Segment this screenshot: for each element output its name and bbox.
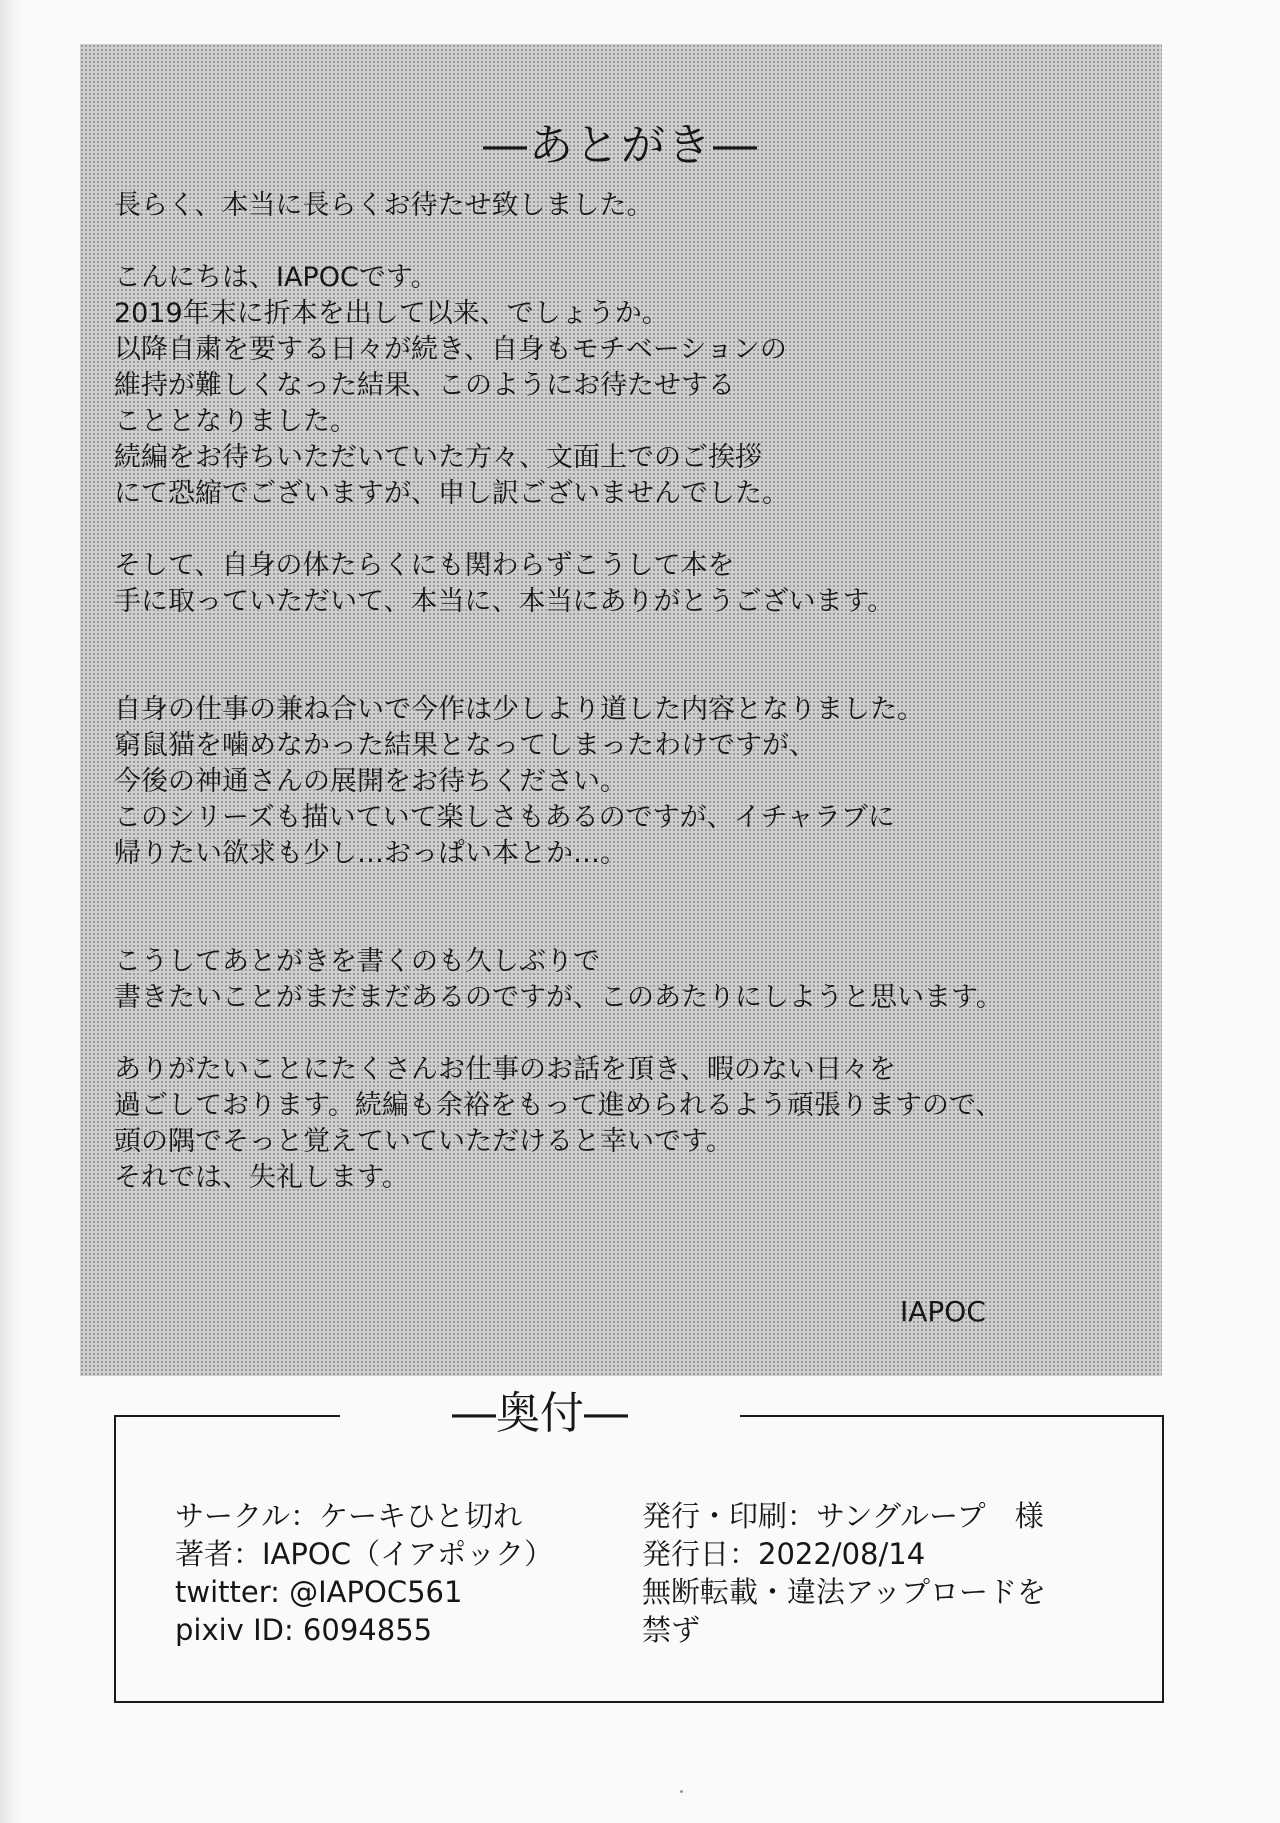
- afterword-line: 続編をお待ちいただいていた方々、文面上でのご挨拶: [114, 442, 762, 473]
- afterword-line: ありがたいことにたくさんお仕事のお話を頂き、暇のない日々を: [114, 1054, 896, 1085]
- afterword-line: 自身の仕事の兼ね合いで今作は少しより道した内容となりました。: [114, 694, 924, 725]
- afterword-body: [114, 188, 1134, 1196]
- afterword-line: 書きたいことがまだまだあるのですが、このあたりにしようと思います。: [114, 982, 1003, 1013]
- afterword-line: このシリーズも描いていて楽しさもあるのですが、イチャラブに: [114, 802, 895, 833]
- afterword-line: 2019年末に折本を出して以来、でしょうか。: [114, 298, 669, 329]
- afterword-line: 過ごしております。続編も余裕をもって進められるよう頑張りますので、: [114, 1090, 1003, 1121]
- colophon-title: ―奥付―: [340, 1382, 740, 1446]
- scan-speck: [680, 1790, 683, 1793]
- afterword-title: ―あとがき―: [483, 120, 759, 171]
- afterword-line: にて恐縮でございますが、申し訳ございませんでした。: [114, 478, 789, 509]
- afterword-line: 帰りたい欲求も少し…おっぱい本とか…。: [114, 838, 627, 869]
- afterword-line: 手に取っていただいて、本当に、本当にありがとうございます。: [114, 586, 895, 617]
- colophon-right-column: [642, 1497, 1046, 1649]
- afterword-line: 頭の隅でそっと覚えていていただけると幸いです。: [114, 1126, 733, 1157]
- afterword-line: そして、自身の体たらくにも関わらずこうして本を: [114, 550, 735, 581]
- colophon-author: 著者：IAPOC（イアポック）: [175, 1537, 554, 1571]
- afterword-line: こうしてあとがきを書くのも久しぶりで: [114, 946, 600, 977]
- page-binding-edge: [0, 0, 26, 1823]
- afterword-line: 今後の神通さんの展開をお待ちください。: [114, 766, 627, 797]
- afterword-line: こんにちは、IAPOCです。: [114, 262, 438, 293]
- colophon-twitter: twitter: @IAPOC561: [175, 1575, 463, 1609]
- afterword-line: それでは、失礼します。: [114, 1162, 409, 1193]
- afterword-line: 窮鼠猫を噛めなかった結果となってしまったわけですが、: [114, 730, 816, 761]
- colophon-date: 発行日：2022/08/14: [642, 1537, 926, 1571]
- colophon-circle: サークル：ケーキひと切れ: [175, 1499, 523, 1533]
- colophon-left-column: [175, 1497, 553, 1649]
- colophon-notice-cont: 禁ず: [642, 1613, 701, 1647]
- afterword-signature: IAPOC: [900, 1295, 986, 1328]
- afterword-line: こととなりました。: [114, 406, 357, 437]
- colophon-printer: 発行・印刷：サングループ 様: [642, 1499, 1044, 1533]
- afterword-panel: [80, 44, 1162, 1376]
- colophon-pixiv: pixiv ID: 6094855: [175, 1613, 433, 1647]
- colophon-notice: 無断転載・違法アップロードを: [642, 1575, 1046, 1609]
- afterword-line: 維持が難しくなった結果、このようにお待たせする: [114, 370, 735, 401]
- afterword-line: 長らく、本当に長らくお待たせ致しました。: [114, 190, 654, 221]
- afterword-line: 以降自粛を要する日々が続き、自身もモチベーションの: [114, 334, 787, 365]
